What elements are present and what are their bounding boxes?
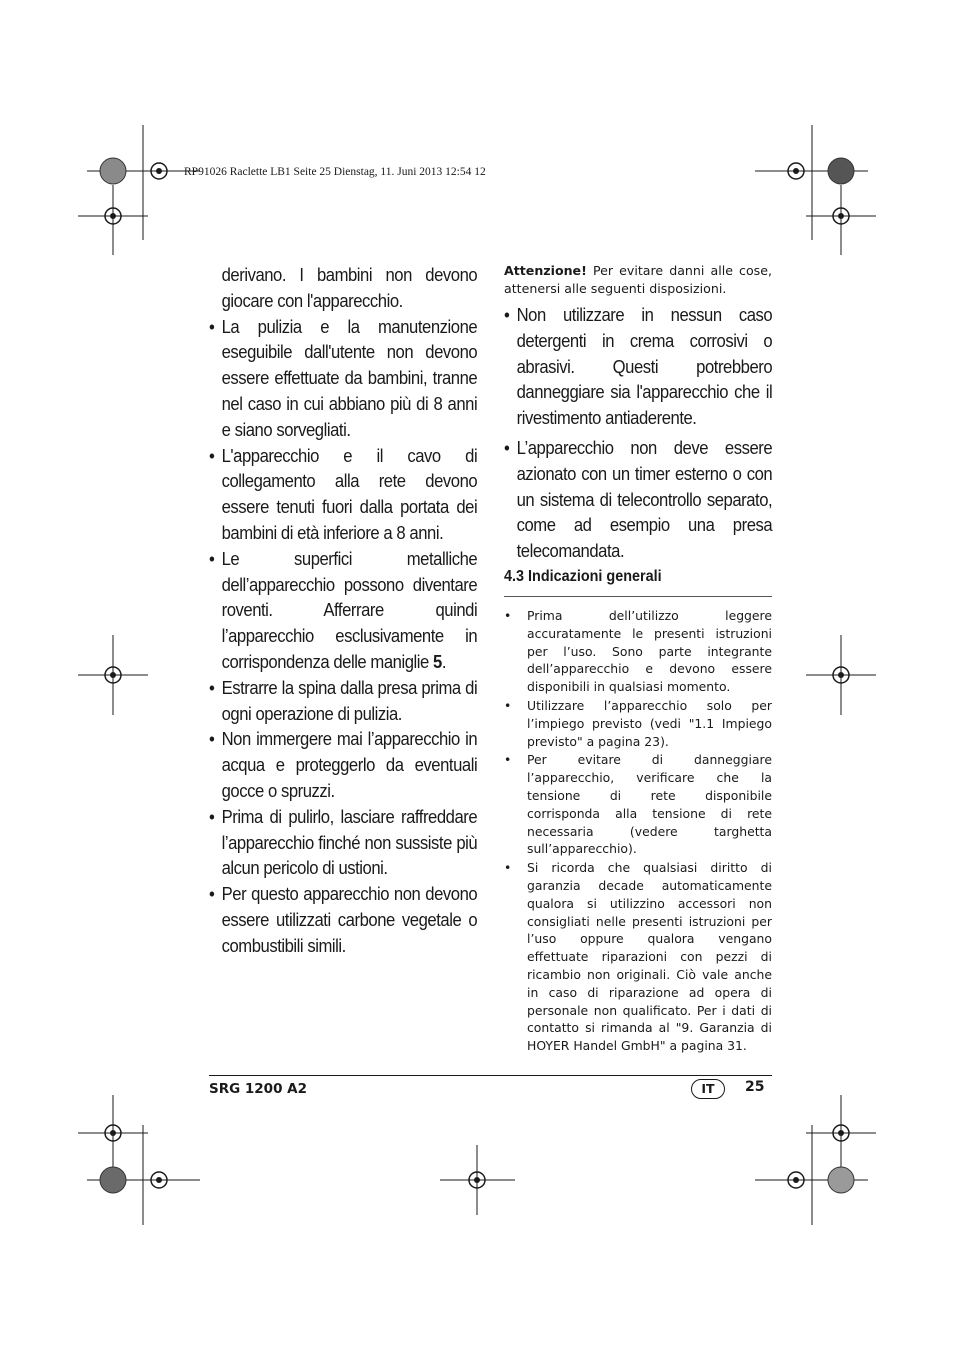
attention-note: Attenzione! Per evitare danni alle cose, attenersi alle seguenti disposizioni. xyxy=(504,263,772,296)
model-number: SRG 1200 A2 xyxy=(209,1081,308,1097)
right-column xyxy=(504,262,772,564)
list-item: • L’apparecchio non deve essere azionato con un timer esterno o con un sistema di telecontrollo separato, come ad esempio una presa telecomandata. xyxy=(504,436,773,562)
list-item: • Per questo apparecchio non devono essere utilizzati carbone vegetale o combustibili simili. xyxy=(209,883,478,956)
footer-divider xyxy=(209,1075,772,1076)
list-item: • Utilizzare l’apparecchio solo per l’impiego previsto (vedi "1.1 Impiego previsto" a pagina 23). xyxy=(504,697,772,749)
left-column xyxy=(209,262,477,959)
section-divider xyxy=(504,596,772,597)
warning-list xyxy=(504,302,772,564)
list-item: • Non immergere mai l’apparecchio in acqua e proteggerlo da eventuali gocce o spruzzi. xyxy=(209,728,478,801)
list-item: • Estrarre la spina dalla presa prima di ogni operazione di pulizia. xyxy=(209,676,478,724)
section-title: 4.3 Indicazioni generali xyxy=(504,568,662,585)
list-item: • Prima dell’utilizzo leggere accuratamente le presenti istruzioni per l’uso. Sono parte integrante dell’apparecchio e devono essere disponibili in qualsiasi momento. xyxy=(504,608,772,695)
list-item: • L'apparecchio e il cavo di collegamento alla rete devono essere tenuti fuori dalla portata dei bambini di età inferiore a 8 anni. xyxy=(209,444,478,543)
list-item: • Non utilizzare in nessun caso detergenti in crema corrosivi o abrasivi. Questi potrebbero danneggiare sia l'apparecchio che il rivestimento antiaderente. xyxy=(504,304,773,429)
intro-paragraph: derivano. I bambini non devono giocare con l'apparecchio. xyxy=(221,264,478,311)
list-item: • Prima di pulirlo, lasciare raffreddare l’apparecchio finché non sussiste più alcun pericolo di ustioni. xyxy=(209,805,478,879)
list-item: • La pulizia e la manutenzione eseguibile dall'utente non devono essere effettuate da bambini, tranne nel caso in cui abbiano più di 8 anni e siano sorvegliati. xyxy=(209,315,478,440)
page-number: 25 xyxy=(745,1079,765,1095)
handle-reference-number: 5 xyxy=(433,650,442,672)
list-item: • Si ricorda che qualsiasi diritto di garanzia decade automaticamente qualora si utilizzino accessori non consigliati nelle presenti istruzioni per l’uso oppure qualora vengano effettuate riparazioni con pezzi di ricambio non originali. Ciò vale anche in caso di riparazione ad opera di personale non qualificato. Per i dati di contatto si rimanda al "9. Garanzia di HOYER Handel GmbH" a pagina 31. xyxy=(504,860,772,1054)
list-item: • Le superfici metalliche dell’apparecchio possono diventare roventi. Afferrare quindi l’apparecchio esclusivamente in corrispondenza delle maniglie 5. xyxy=(209,547,478,672)
section-heading-wrap xyxy=(504,568,679,586)
list-item: • Per evitare di danneggiare l’apparecchio, verificare che la tensione di rete disponibile corrisponda alla tensione di rete necessaria (vedere targhetta sull’apparecchio). xyxy=(504,752,772,857)
attention-label: Attenzione! xyxy=(504,263,587,278)
general-info-list xyxy=(504,607,772,1056)
language-badge: IT xyxy=(691,1079,725,1099)
print-slug-line: RP91026 Raclette LB1 Seite 25 Dienstag, 11. Juni 2013 12:54 12 xyxy=(184,166,486,178)
